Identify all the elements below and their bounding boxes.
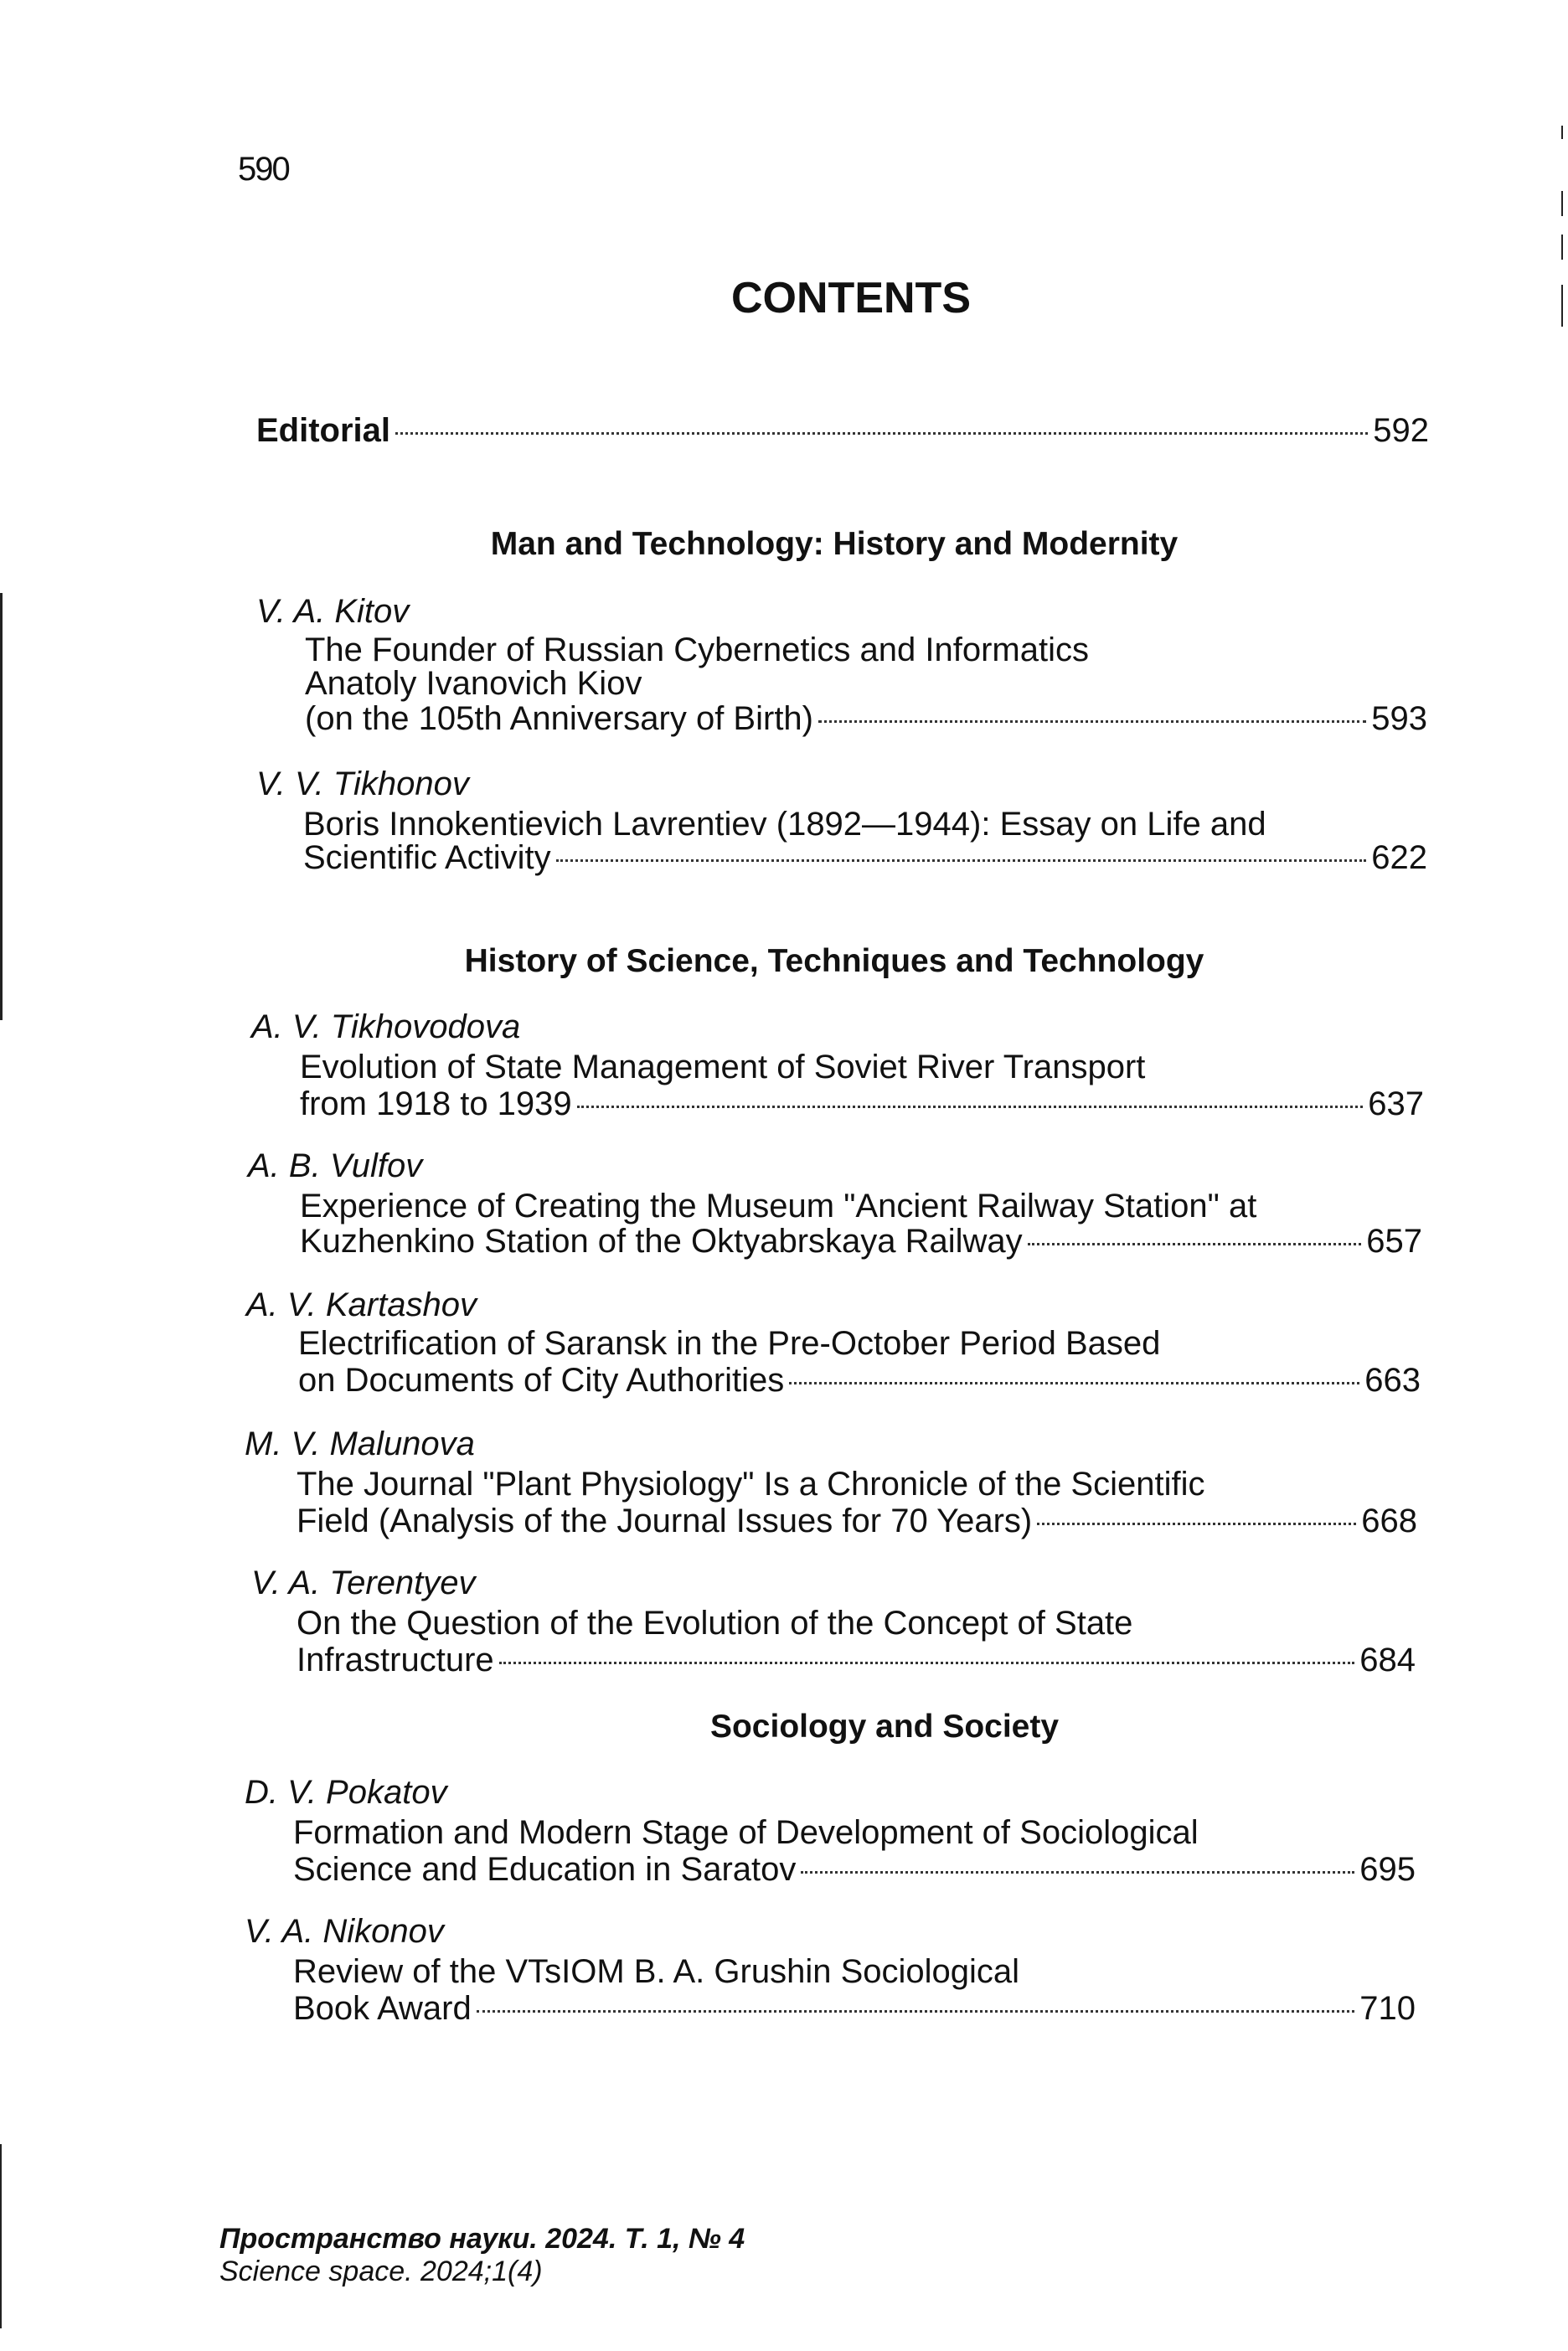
leader-dots: [789, 1382, 1359, 1384]
entry-author: V. V. Tikhonov: [256, 766, 469, 802]
entry-page: 710: [1359, 1990, 1416, 2027]
entry-page: 657: [1366, 1223, 1422, 1260]
entry-title-line: Field (Analysis of the Journal Issues for 70 Years): [297, 1503, 1033, 1539]
leader-dots: [577, 1106, 1364, 1108]
page-number: 590: [238, 151, 289, 188]
entry-title-line: Book Award: [293, 1990, 472, 2027]
scan-edge-mark: [1561, 285, 1563, 327]
entry-title-line: Electrification of Saransk in the Pre-October Period Based: [298, 1325, 1161, 1362]
entry-title-line: Review of the VTsIOM B. A. Grushin Sociological: [293, 1953, 1020, 1990]
entry-page: 622: [1371, 839, 1427, 876]
section-heading: Sociology and Society: [709, 1709, 1060, 1745]
toc-entry[interactable]: [303, 838, 1427, 878]
entry-title-line: Formation and Modern Stage of Development of Sociological: [293, 1814, 1199, 1851]
entry-author: V. A. Terentyev: [251, 1565, 476, 1601]
entry-title-line: Evolution of State Management of Soviet River Transport: [300, 1049, 1146, 1085]
leader-dots: [499, 1662, 1355, 1664]
entry-title-line: Experience of Creating the Museum "Ancient Railway Station" at: [300, 1188, 1257, 1224]
entry-title-line: Boris Innokentievich Lavrentiev (1892—1944): Essay on Life and: [303, 806, 1266, 843]
entry-author: M. V. Malunova: [245, 1426, 475, 1462]
editorial-label: Editorial: [256, 412, 391, 449]
leader-dots: [801, 1871, 1354, 1874]
footer-journal-en: Science space. 2024;1(4): [219, 2256, 543, 2287]
leader-dots: [1028, 1243, 1362, 1245]
entry-page: 695: [1359, 1851, 1416, 1888]
toc-entry[interactable]: [293, 1849, 1416, 1890]
footer-journal-ru: Пространство науки. 2024. Т. 1, № 4: [219, 2223, 745, 2255]
entry-author: D. V. Pokatov: [245, 1774, 447, 1811]
section-heading: History of Science, Techniques and Technology: [464, 943, 1204, 979]
entry-page: 668: [1361, 1503, 1417, 1539]
page-title: CONTENTS: [731, 274, 971, 322]
entry-title-line: from 1918 to 1939: [300, 1085, 572, 1122]
entry-title-line: The Journal "Plant Physiology" Is a Chronicle of the Scientific: [297, 1466, 1205, 1503]
entry-title-line: On the Question of the Evolution of the Concept of State: [297, 1605, 1133, 1642]
leader-dots: [556, 859, 1367, 862]
entry-title-line: Anatoly Ivanovich Kiov: [305, 665, 642, 702]
leader-dots: [818, 720, 1366, 723]
scan-edge-mark: [0, 2144, 2, 2328]
scan-edge-mark: [1561, 191, 1563, 216]
section-heading: Man and Technology: History and Modernity: [490, 526, 1179, 562]
leader-dots: [395, 432, 1368, 435]
toc-entry[interactable]: [305, 699, 1427, 739]
entry-page: 684: [1359, 1642, 1416, 1678]
entry-author: A. V. Tikhovodova: [251, 1008, 521, 1045]
editorial-entry[interactable]: [256, 410, 1429, 451]
entry-author: V. A. Kitov: [256, 593, 410, 630]
entry-title-line: Scientific Activity: [303, 839, 551, 876]
entry-page: 637: [1368, 1085, 1424, 1122]
entry-title-line: Kuzhenkino Station of the Oktyabrskaya Railway: [300, 1223, 1023, 1260]
entry-author: A. B. Vulfov: [248, 1147, 423, 1184]
toc-entry[interactable]: [300, 1084, 1424, 1124]
entry-title-line: (on the 105th Anniversary of Birth): [305, 700, 813, 737]
leader-dots: [1037, 1523, 1356, 1525]
toc-entry[interactable]: [300, 1221, 1422, 1261]
entry-author: A. V. Kartashov: [246, 1286, 477, 1323]
editorial-page: 592: [1373, 412, 1429, 449]
entry-title-line: Science and Education in Saratov: [293, 1851, 797, 1888]
entry-page: 663: [1364, 1362, 1421, 1399]
scan-edge-mark: [1561, 126, 1563, 139]
entry-page: 593: [1371, 700, 1427, 737]
entry-title-line: on Documents of City Authorities: [298, 1362, 785, 1399]
entry-author: V. A. Nikonov: [245, 1913, 444, 1950]
toc-entry[interactable]: [297, 1640, 1416, 1680]
toc-entry[interactable]: [297, 1501, 1417, 1541]
scan-edge-mark: [1561, 235, 1563, 260]
entry-title-line: The Founder of Russian Cybernetics and Informatics: [305, 632, 1089, 668]
leader-dots: [477, 2010, 1355, 2013]
toc-entry[interactable]: [298, 1360, 1421, 1400]
toc-entry[interactable]: [293, 1988, 1416, 2029]
entry-title-line: Infrastructure: [297, 1642, 494, 1678]
scan-edge-mark: [0, 593, 3, 1020]
